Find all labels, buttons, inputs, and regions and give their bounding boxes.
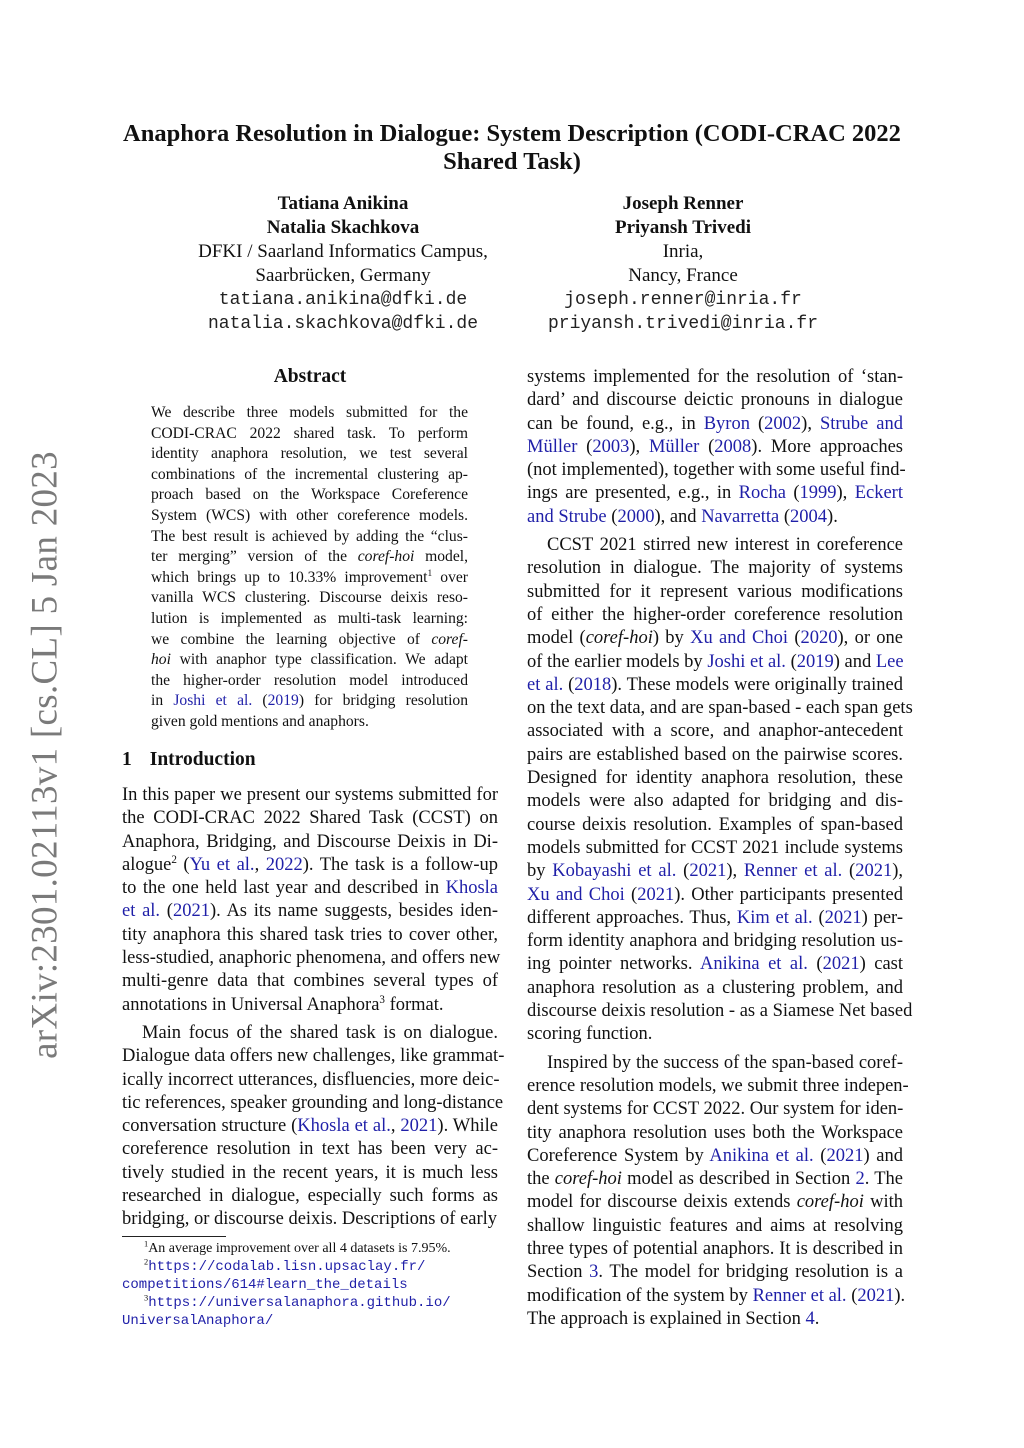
text-line bbox=[527, 651, 903, 674]
citation-link[interactable]: Strube and bbox=[819, 413, 903, 434]
citation-link[interactable]: 2021 bbox=[826, 1145, 864, 1166]
text-line bbox=[527, 767, 903, 790]
text-line bbox=[527, 720, 903, 743]
text: System (WCS) with other coreference models. bbox=[151, 506, 468, 524]
citation-link[interactable]: 2019 bbox=[267, 692, 299, 710]
text: ter merging” version of the bbox=[151, 548, 358, 566]
text-line bbox=[527, 557, 903, 580]
text-line bbox=[527, 366, 903, 389]
text: ( bbox=[624, 884, 638, 905]
text: with anaphor type classification. We adapt bbox=[170, 651, 468, 669]
text-line bbox=[151, 609, 468, 630]
text: ). Other participants presented bbox=[674, 884, 903, 905]
text: ( bbox=[176, 854, 190, 875]
author-email[interactable]: joseph.renner@inria.fr bbox=[564, 290, 802, 310]
text: models were also adapted for bridging and dis- bbox=[527, 791, 903, 812]
text: can be found, e.g., in bbox=[527, 413, 704, 434]
paper-title: Anaphora Resolution in Dialogue: System Description (CODI-CRAC 2022 Shared Task) bbox=[123, 120, 901, 175]
text: ), bbox=[892, 861, 904, 882]
text: ). These models were originally trained bbox=[611, 674, 903, 695]
text: ings are presented, e.g., in bbox=[527, 483, 739, 504]
text-line bbox=[151, 465, 468, 486]
text-line bbox=[151, 650, 468, 671]
text: lution is implemented as multi-task learning: bbox=[151, 609, 468, 627]
text-line bbox=[527, 534, 903, 557]
footnote-mark: 3 bbox=[144, 1293, 149, 1303]
author-name: Natalia Skachkova bbox=[266, 217, 420, 238]
author-email[interactable]: priyansh.trivedi@inria.fr bbox=[547, 314, 819, 334]
text-line bbox=[527, 1122, 903, 1145]
footnote-2 bbox=[122, 1258, 512, 1276]
text-line bbox=[122, 1069, 498, 1092]
text-line bbox=[122, 1022, 498, 1045]
text-line bbox=[527, 459, 906, 482]
text-line bbox=[151, 568, 468, 589]
text-line bbox=[122, 1138, 498, 1161]
text-line bbox=[122, 947, 501, 970]
text: annotations in Universal Anaphora bbox=[122, 994, 380, 1015]
citation-link[interactable]: 2021 bbox=[637, 884, 675, 905]
text: multi-genre data that combines several types of bbox=[122, 971, 498, 992]
text-line bbox=[151, 712, 468, 733]
text-line bbox=[151, 588, 468, 609]
text: researched in dialogue, especially such forms as bbox=[122, 1186, 498, 1207]
text-line bbox=[527, 1308, 903, 1331]
text: submitted for it represent various modifications bbox=[527, 581, 903, 602]
citation-link[interactable]: Byron bbox=[703, 413, 750, 434]
text: pairs are established based on the pairwise scores. bbox=[527, 744, 903, 765]
text: ( bbox=[699, 436, 715, 457]
text: ( bbox=[842, 861, 856, 882]
text: bridging, or discourse deixis. Descriptions of early bbox=[122, 1209, 498, 1230]
text-line bbox=[151, 506, 468, 527]
text: ( bbox=[577, 436, 593, 457]
text: ) cast bbox=[859, 954, 903, 975]
section-number: 1 bbox=[122, 749, 132, 770]
section-title: Introduction bbox=[149, 749, 256, 770]
citation-link[interactable]: 4 bbox=[805, 1308, 815, 1329]
text: Inspired by the success of the span-based coref- bbox=[547, 1052, 903, 1073]
italic-term: coref- bbox=[431, 630, 468, 648]
text: erence resolution models, we submit three indepen- bbox=[527, 1075, 909, 1096]
text: the higher-order resolution model introduced bbox=[151, 671, 468, 689]
text: . The bbox=[864, 1169, 903, 1190]
text: alogue bbox=[122, 854, 172, 875]
citation-link[interactable]: Khosla et al. bbox=[297, 1116, 391, 1137]
text: ( bbox=[788, 628, 801, 649]
text: ( bbox=[846, 1285, 858, 1306]
text: ) for bridging resolution bbox=[298, 692, 469, 710]
text: ), bbox=[801, 413, 820, 434]
text: of the earlier models by bbox=[527, 651, 708, 672]
text: ( bbox=[252, 692, 268, 710]
text-line bbox=[122, 994, 498, 1017]
citation-link[interactable]: 1999 bbox=[799, 483, 837, 504]
italic-term: coref-hoi bbox=[554, 1169, 622, 1190]
text: dent systems for CCST 2022. Our system for iden- bbox=[527, 1099, 904, 1120]
left-column-text bbox=[122, 784, 505, 1232]
text-line bbox=[527, 1191, 903, 1214]
text: . bbox=[814, 1308, 820, 1329]
citation-link[interactable]: and Strube bbox=[527, 506, 607, 527]
citation-link[interactable]: Xu and Choi bbox=[527, 884, 625, 905]
text: of either the higher-order coreference resolution bbox=[527, 604, 903, 625]
author-name: Joseph Renner bbox=[622, 193, 744, 214]
text-line bbox=[527, 627, 903, 650]
text: shallow linguistic features and aims at resolving bbox=[527, 1215, 903, 1236]
citation-link[interactable]: 2021 bbox=[824, 907, 862, 928]
text: form identity anaphora and bridging resolution us- bbox=[527, 931, 903, 952]
citation-link[interactable]: 2022 bbox=[265, 854, 303, 875]
citation-link[interactable]: 2021 bbox=[400, 1116, 438, 1137]
text: ( bbox=[160, 901, 173, 922]
text: ( bbox=[785, 483, 800, 504]
text: coreference resolution in text has been very ac- bbox=[122, 1139, 498, 1160]
text-line bbox=[527, 674, 903, 697]
text: we combine the learning objective of bbox=[151, 630, 432, 648]
text-line bbox=[151, 691, 468, 712]
text: CCST 2021 stirred new interest in coreference bbox=[547, 535, 903, 556]
footnote-mark: 2 bbox=[144, 1257, 149, 1267]
text-line bbox=[527, 1261, 903, 1284]
footnote-text: An average improvement over all 4 datasets is 7.95%. bbox=[148, 1241, 451, 1256]
italic-term: coref-hoi bbox=[357, 548, 415, 566]
text: which brings up to 10.33% improvement bbox=[151, 568, 428, 586]
text: We describe three models submitted for the bbox=[151, 404, 468, 421]
affiliation: Inria, bbox=[662, 241, 704, 262]
text: ). bbox=[894, 1285, 906, 1306]
text-line bbox=[122, 1208, 498, 1231]
abstract-body bbox=[151, 403, 468, 733]
text-line bbox=[527, 1238, 903, 1261]
text: three types of potential anaphors. It is described in bbox=[527, 1238, 903, 1259]
text-line bbox=[527, 389, 903, 412]
text: ) and bbox=[833, 651, 876, 672]
citation-link[interactable]: et al. bbox=[122, 901, 161, 922]
affiliation: Saarbrücken, Germany bbox=[255, 265, 431, 286]
text-line bbox=[122, 1185, 498, 1208]
text-line bbox=[527, 1215, 903, 1238]
text-line bbox=[527, 884, 903, 907]
text: tic references, speaker grounding and long-distance bbox=[122, 1092, 504, 1113]
footnote-1 bbox=[122, 1240, 512, 1258]
text-line bbox=[122, 1045, 505, 1068]
text: discourse deixis resolution - as a Siamese Net based bbox=[527, 1001, 913, 1022]
footnote-ref[interactable]: 1 bbox=[427, 568, 433, 579]
citation-link[interactable]: 2004 bbox=[790, 506, 828, 527]
text: tity anaphora resolution uses both the Workspace bbox=[527, 1122, 903, 1143]
text-line bbox=[527, 860, 903, 883]
text: model, bbox=[414, 548, 468, 566]
text: conversation structure ( bbox=[122, 1116, 298, 1137]
text: , bbox=[254, 854, 266, 875]
text-line bbox=[122, 831, 498, 854]
text: ically incorrect utterances, disfluencies, more deic- bbox=[122, 1069, 500, 1090]
footnote-3 bbox=[122, 1294, 512, 1312]
author-name: Priyansh Trivedi bbox=[614, 217, 751, 238]
text: ). The task is a follow-up bbox=[302, 854, 498, 875]
text: the bbox=[527, 1169, 555, 1190]
text-line bbox=[122, 854, 498, 877]
text: The best result is achieved by adding the “clus- bbox=[151, 527, 468, 545]
text: . The model for bridging resolution is a bbox=[598, 1262, 903, 1283]
abstract-heading: Abstract bbox=[273, 366, 347, 387]
text-line bbox=[122, 1162, 498, 1185]
footnote-link[interactable]: https://universalanaphora.github.io/ bbox=[148, 1295, 451, 1311]
text-line bbox=[151, 424, 468, 445]
text: ), and bbox=[654, 506, 702, 527]
footnote-mark: 1 bbox=[144, 1239, 149, 1249]
citation-link[interactable]: Anikina et al. bbox=[709, 1145, 814, 1166]
text: ) and bbox=[863, 1145, 903, 1166]
text: ( bbox=[779, 506, 791, 527]
text-line bbox=[527, 581, 903, 604]
citation-link[interactable]: 2018 bbox=[574, 674, 612, 695]
text: ). More approaches bbox=[751, 436, 903, 457]
citation-link[interactable]: 3 bbox=[589, 1262, 599, 1283]
text: The approach is explained in Section bbox=[527, 1308, 806, 1329]
citation-link[interactable]: Lee bbox=[875, 651, 904, 672]
citation-link[interactable]: 2002 bbox=[764, 413, 802, 434]
text: on the text data, and are span-based - each span gets bbox=[527, 698, 913, 719]
text: ) by bbox=[652, 628, 691, 649]
text-line bbox=[122, 1115, 498, 1138]
citation-link[interactable]: 2021 bbox=[172, 901, 210, 922]
text: ing pointer networks. bbox=[527, 954, 700, 975]
text-line bbox=[527, 930, 903, 953]
text: tively studied in the recent years, it is much less bbox=[122, 1162, 498, 1183]
text: modification of the system by bbox=[527, 1285, 753, 1306]
text-line bbox=[527, 604, 903, 627]
text: Section bbox=[527, 1262, 590, 1283]
citation-link[interactable]: Khosla bbox=[445, 878, 498, 899]
right-column-text bbox=[527, 366, 913, 1331]
text: ). While bbox=[437, 1116, 498, 1137]
text-line bbox=[122, 900, 498, 923]
text: ), bbox=[726, 861, 744, 882]
text: ), or one bbox=[837, 628, 903, 649]
text: over bbox=[432, 568, 469, 586]
text-line bbox=[527, 506, 903, 529]
text-line bbox=[527, 953, 903, 976]
text: CODI-CRAC 2022 shared task. To perform bbox=[151, 424, 468, 442]
citation-link[interactable]: Renner et al. bbox=[743, 861, 843, 882]
citation-link[interactable]: 2021 bbox=[822, 954, 860, 975]
text-line bbox=[151, 444, 468, 465]
text: in bbox=[151, 692, 174, 710]
citation-link[interactable]: Joshi et al. bbox=[173, 692, 253, 710]
footnote-link[interactable]: competitions/614#learn_the_details bbox=[122, 1277, 408, 1293]
text: (not implemented), together with some useful find- bbox=[527, 460, 906, 481]
text-line bbox=[527, 977, 903, 1000]
citation-link[interactable]: 2 bbox=[855, 1169, 865, 1190]
italic-term: coref-hoi bbox=[796, 1192, 864, 1213]
text: models submitted for CCST 2021 include systems bbox=[527, 837, 903, 858]
text: ( bbox=[807, 954, 823, 975]
text: vanilla WCS clustering. Discourse deixis reso- bbox=[151, 589, 468, 607]
text: systems implemented for the resolution of ‘stan- bbox=[527, 367, 903, 387]
text-line bbox=[527, 790, 903, 813]
author-email[interactable]: natalia.skachkova@dfki.de bbox=[207, 314, 479, 334]
text: resolution in dialogue. The majority of systems bbox=[527, 558, 903, 579]
text: less-studied, anaphoric phenomena, and offers new bbox=[122, 948, 501, 969]
text-line bbox=[527, 1075, 909, 1098]
author-block-2 bbox=[520, 192, 846, 336]
text-line bbox=[527, 1145, 903, 1168]
text-line bbox=[527, 1000, 913, 1023]
text-line bbox=[122, 1092, 504, 1115]
text: , bbox=[390, 1116, 401, 1137]
text-line bbox=[151, 403, 468, 424]
section-heading bbox=[122, 749, 256, 771]
citation-link[interactable]: Kim et al. bbox=[736, 907, 813, 928]
text: ), bbox=[629, 436, 649, 457]
text-line bbox=[527, 814, 903, 837]
text: given gold mentions and anaphors. bbox=[151, 712, 369, 730]
citation-link[interactable]: 2021 bbox=[689, 861, 727, 882]
text: ) per- bbox=[861, 907, 903, 928]
text-line bbox=[527, 697, 913, 720]
text-line bbox=[527, 744, 903, 767]
footnote-ref[interactable]: 3 bbox=[379, 993, 385, 1006]
text: Main focus of the shared task is on dialogue. bbox=[142, 1022, 498, 1043]
text: the CODI-CRAC 2022 Shared Task (CCST) on bbox=[122, 808, 498, 829]
text-line bbox=[527, 1285, 906, 1308]
citation-link[interactable]: Xu and Choi bbox=[690, 628, 789, 649]
text: format. bbox=[384, 994, 444, 1015]
text-line bbox=[527, 1168, 903, 1191]
text: different approaches. Thus, bbox=[527, 907, 737, 928]
text-line bbox=[122, 924, 498, 947]
text: identity anaphora resolution, we test several bbox=[151, 445, 468, 463]
footnote-rule bbox=[122, 1236, 226, 1237]
citation-link[interactable]: 2008 bbox=[714, 436, 752, 457]
citation-link[interactable]: 2019 bbox=[796, 651, 834, 672]
text-line bbox=[527, 413, 903, 436]
citation-link[interactable]: Yu et al. bbox=[189, 854, 255, 875]
author-email[interactable]: tatiana.anikina@dfki.de bbox=[218, 290, 468, 310]
text-line bbox=[122, 877, 498, 900]
text: ( bbox=[785, 651, 797, 672]
citation-link[interactable]: Eckert bbox=[854, 483, 903, 504]
text-line bbox=[122, 970, 498, 993]
text-line bbox=[527, 1098, 903, 1121]
citation-link[interactable]: Rocha bbox=[738, 483, 786, 504]
text-line bbox=[527, 837, 903, 860]
citation-link[interactable]: Kobayashi et al. bbox=[552, 861, 677, 882]
author-name: Tatiana Anikina bbox=[277, 193, 409, 214]
citation-link[interactable]: Anikina et al. bbox=[699, 954, 808, 975]
text: anaphora resolution as a clustering problem, and bbox=[527, 977, 903, 998]
text-line bbox=[151, 485, 468, 506]
text: ( bbox=[812, 907, 825, 928]
text: In this paper we present our systems submitted for bbox=[122, 785, 498, 805]
text-line bbox=[527, 436, 903, 459]
affiliation: Nancy, France bbox=[628, 265, 738, 286]
text: ), bbox=[836, 483, 855, 504]
text-line bbox=[527, 1052, 903, 1075]
footnote-link[interactable]: https://codalab.lisn.upsaclay.fr/ bbox=[148, 1259, 426, 1275]
citation-link[interactable]: 2003 bbox=[592, 436, 630, 457]
citation-link[interactable]: 2021 bbox=[855, 861, 893, 882]
citation-link[interactable]: Navarretta bbox=[701, 506, 780, 527]
italic-term: hoi bbox=[151, 651, 171, 669]
text: ). bbox=[827, 506, 838, 527]
citation-link[interactable]: 2020 bbox=[800, 628, 838, 649]
text: model ( bbox=[527, 628, 586, 649]
text: ( bbox=[813, 1145, 827, 1166]
citation-link[interactable]: Renner et al. bbox=[752, 1285, 847, 1306]
text: tity anaphora this shared task tries to cover other, bbox=[122, 924, 498, 945]
citation-link[interactable]: 2000 bbox=[617, 506, 655, 527]
text: dard’ and discourse deictic pronouns in dialogue bbox=[527, 390, 903, 411]
citation-link[interactable]: Müller bbox=[648, 436, 700, 457]
text: to the one held last year and described in bbox=[122, 878, 446, 899]
text: Designed for identity anaphora resolution, these bbox=[527, 768, 903, 789]
citation-link[interactable]: 2021 bbox=[857, 1285, 895, 1306]
text: Coreference System by bbox=[527, 1145, 710, 1166]
text: scoring function. bbox=[527, 1024, 653, 1045]
citation-link[interactable]: Joshi et al. bbox=[707, 651, 786, 672]
text-line bbox=[122, 784, 498, 807]
text: model for discourse deixis extends bbox=[527, 1192, 797, 1213]
text-line bbox=[527, 907, 903, 930]
text: proach based on the Workspace Coreference bbox=[151, 486, 468, 504]
text: ( bbox=[749, 413, 765, 434]
text: course deixis resolution. Examples of span-based bbox=[527, 814, 903, 835]
citation-link[interactable]: Müller bbox=[527, 436, 578, 457]
text: model as described in Section bbox=[621, 1169, 856, 1190]
text: ). As its name suggests, besides iden- bbox=[209, 901, 498, 922]
text-line bbox=[151, 671, 468, 692]
text: combinations of the incremental clustering ap- bbox=[151, 465, 468, 483]
affiliation: DFKI / Saarland Informatics Campus, bbox=[198, 241, 488, 262]
text: ( bbox=[676, 861, 690, 882]
italic-term: coref-hoi bbox=[585, 628, 653, 649]
text-line bbox=[527, 1023, 903, 1046]
text-line bbox=[151, 547, 468, 568]
text: Dialogue data offers new challenges, like grammat- bbox=[122, 1046, 505, 1067]
footnote-ref[interactable]: 2 bbox=[171, 853, 177, 866]
text: ( bbox=[563, 674, 575, 695]
text-line bbox=[151, 527, 468, 548]
arxiv-stamp: arXiv:2301.02113v1 [cs.CL] 5 Jan 2023 bbox=[24, 451, 66, 1059]
text: associated with a score, and anaphor-antecedent bbox=[527, 721, 903, 742]
author-block-1 bbox=[160, 192, 526, 336]
text-line bbox=[527, 482, 903, 505]
footnotes bbox=[122, 1240, 512, 1330]
text-line bbox=[151, 630, 468, 651]
text: with bbox=[863, 1192, 903, 1213]
text: ( bbox=[606, 506, 618, 527]
text: by bbox=[527, 861, 553, 882]
citation-link[interactable]: et al. bbox=[527, 674, 564, 695]
text-line bbox=[122, 807, 498, 830]
text: Anaphora, Bridging, and Discourse Deixis in Di- bbox=[122, 831, 498, 852]
footnote-link[interactable]: UniversalAnaphora/ bbox=[122, 1313, 274, 1329]
